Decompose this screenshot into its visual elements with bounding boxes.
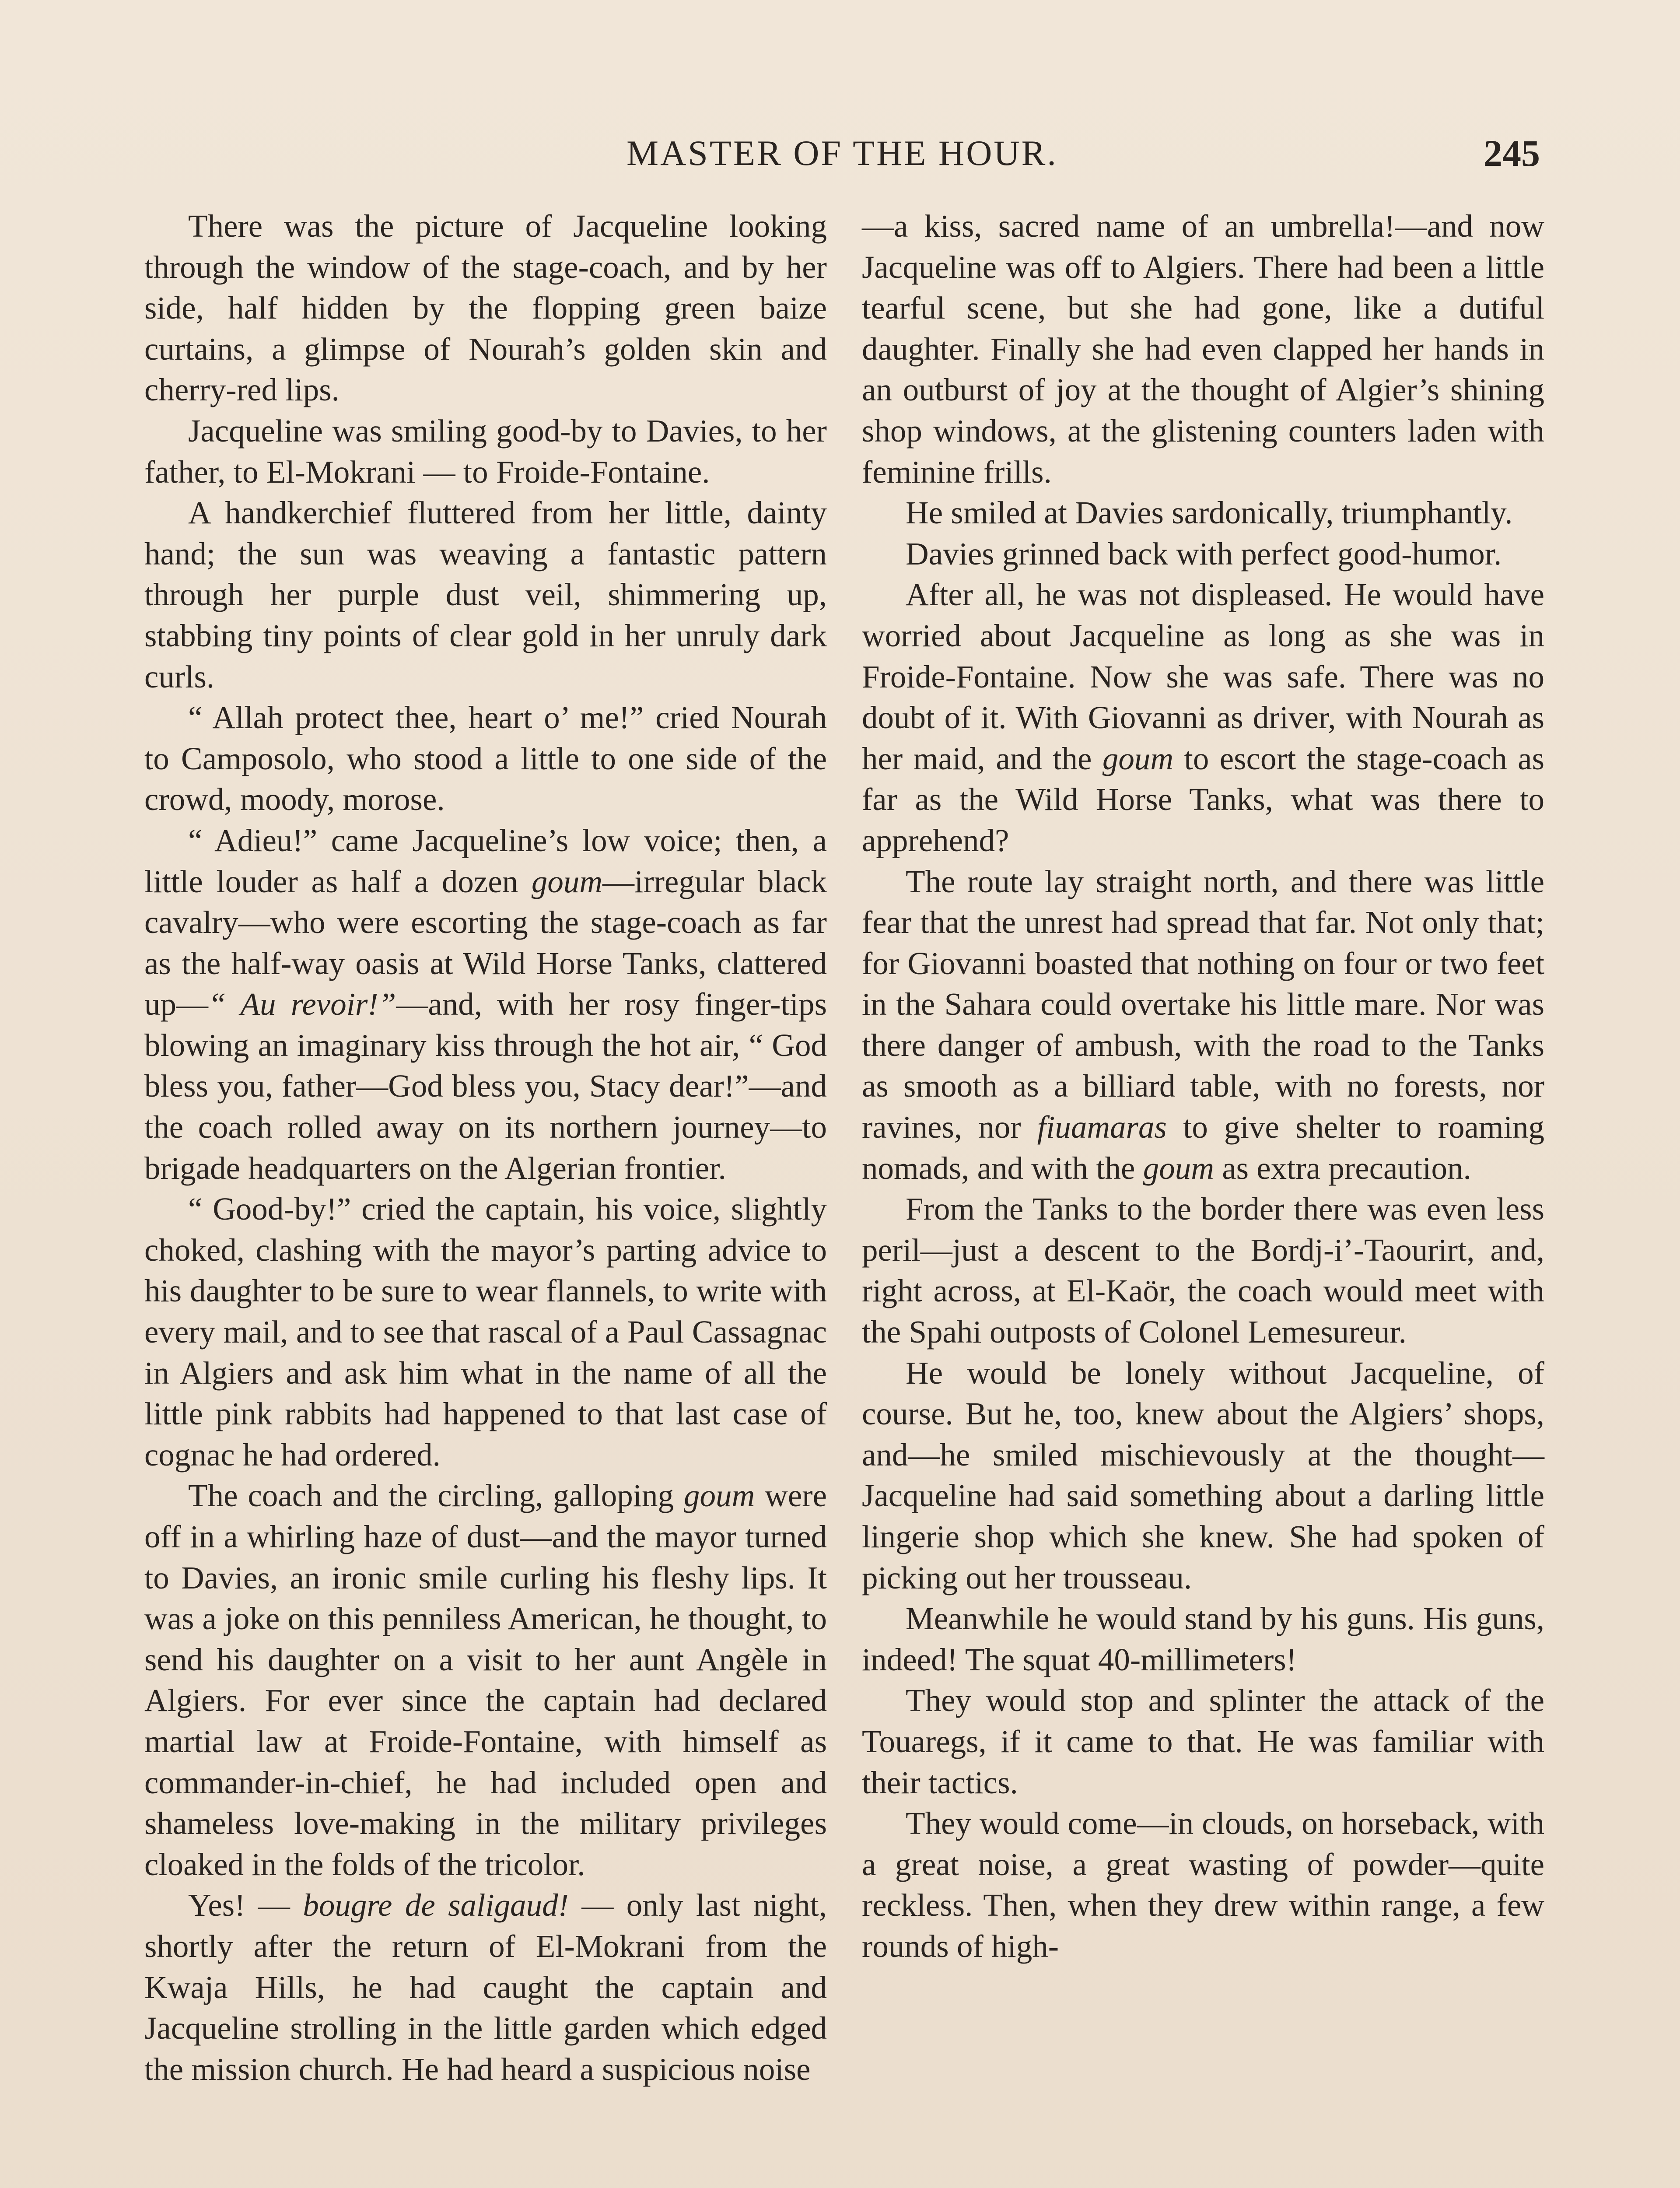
text-run: as extra precaution. xyxy=(1214,1150,1471,1186)
paragraph xyxy=(862,1353,1544,1599)
page-header xyxy=(144,129,1540,177)
italic-text: “ Au revoir!” xyxy=(208,986,396,1022)
italic-text: goum xyxy=(531,863,603,899)
text-run: “ Good-by!” cried the captain, his voice, slightly choked, clashing with the mayor’s parting advice to his daughter to be sure to wear flannels, to write with every mail, and to see that rascal of a Paul Cassagnac in Algiers and ask him what in the name of all the little pink rabbits had happened to that last case of cognac he had ordered. xyxy=(144,1191,827,1473)
left-column xyxy=(144,206,827,2090)
text-run: He smiled at Davies sardonically, triumphantly. xyxy=(906,495,1513,531)
text-run: — only last night, shortly after the return of El-Mokrani from the Kwaja Hills, he had caught the captain and Jacqueline strolling in the little garden which edged the mission church. He had heard a suspicious noise xyxy=(144,1887,827,2087)
running-head: MASTER OF THE HOUR. xyxy=(626,133,1058,173)
text-run: were off in a whirling haze of dust—and the mayor turned to Davies, an ironic smile curling his fleshy lips. It was a joke on this penniless American, he thought, to send his daughter on a visit to her aunt Angèle in Algiers. For ever since the captain had declared martial law at Froide-Fontaine, with himself as commander-in-chief, he had included open and shameless love-making in the military privileges cloaked in the folds of the tricolor. xyxy=(144,1478,827,1882)
text-run: —a kiss, sacred name of an umbrella!—and now Jacqueline was off to Algiers. There had been a little tearful scene, but she had gone, like a dutiful daughter. Finally she had even clapped her hands in an outburst of joy at the thought of Algier’s shining shop windows, at the glistening counters laden with feminine frills. xyxy=(862,208,1544,490)
paragraph xyxy=(862,1598,1544,1680)
text-run: “ Allah protect thee, heart o’ me!” cried Nourah to Camposolo, who stood a little to one side of the crowd, moody, morose. xyxy=(144,700,827,817)
text-run: There was the picture of Jacqueline looking through the window of the stage-coach, and by her side, half hidden by the flopping green baize curtains, a glimpse of Nourah’s golden skin and cherry-red lips. xyxy=(144,208,827,408)
italic-text: goum xyxy=(1143,1150,1214,1186)
text-run: The route lay straight north, and there was little fear that the unrest had spread that far. Not only that; for Giovanni boasted that nothing on four or two feet in the Sahara could overtake his little mare. Nor was there danger of ambush, with the road to the Tanks as smooth as a billiard table, with no forests, nor ravines, nor xyxy=(862,863,1544,1145)
paragraph xyxy=(862,533,1544,575)
text-run: “ Adieu!” came Jacqueline’s low voice; then, a little louder as half a dozen xyxy=(144,822,827,899)
paragraph xyxy=(144,410,827,492)
paragraph xyxy=(144,697,827,820)
paragraph xyxy=(862,1803,1544,1967)
paragraph xyxy=(144,820,827,1189)
text-run: The coach and the circling, galloping xyxy=(188,1478,684,1514)
paragraph xyxy=(144,1885,827,2090)
paragraph xyxy=(144,1475,827,1885)
paragraph xyxy=(144,206,827,410)
italic-text: goum xyxy=(683,1478,755,1514)
text-run: Jacqueline was smiling good-by to Davies, to her father, to El-Mokrani — to Froide-Fontaine. xyxy=(144,413,827,490)
paragraph xyxy=(862,861,1544,1189)
paragraph xyxy=(144,492,827,697)
italic-text: goum xyxy=(1102,740,1174,776)
paragraph xyxy=(862,1189,1544,1352)
paragraph xyxy=(144,1189,827,1475)
text-run: to give shelter to roaming nomads, and with the xyxy=(862,1109,1544,1186)
text-run: They would come—in clouds, on horseback, with a great noise, a great wasting of powder—quite reckless. Then, when they drew within range, a few rounds of high- xyxy=(862,1806,1544,1964)
text-run: to escort the stage-coach as far as the Wild Horse Tanks, what was there to apprehend? xyxy=(862,740,1544,858)
text-run: —irregular black cavalry—who were escorting the stage-coach as far as the half-way oasis at Wild Horse Tanks, clattered up— xyxy=(144,863,827,1022)
text-run: Yes! — xyxy=(188,1887,303,1923)
text-run: After all, he was not displeased. He would have worried about Jacqueline as long as she was in Froide-Fontaine. Now she was safe. There was no doubt of it. With Giovanni as driver, with Nourah as her maid, and the xyxy=(862,577,1544,776)
paragraph xyxy=(862,1680,1544,1803)
text-run: A handkerchief fluttered from her little, dainty hand; the sun was weaving a fantastic pattern through her purple dust veil, shimmering up, stabbing tiny points of clear gold in her unruly dark curls. xyxy=(144,495,827,694)
paragraph xyxy=(862,492,1544,533)
text-run: Davies grinned back with perfect good-humor. xyxy=(906,536,1502,572)
paragraph xyxy=(862,206,1544,492)
paragraph xyxy=(862,574,1544,861)
text-run: —and, with her rosy finger-tips blowing an imaginary kiss through the hot air, “ God bless you, father—God bless you, Stacy dear!”—and the coach rolled away on its northern journey—to brigade headquarters on the Algerian frontier. xyxy=(144,986,827,1186)
text-run: They would stop and splinter the attack of the Touaregs, if it came to that. He was familiar with their tactics. xyxy=(862,1683,1544,1800)
text-run: Meanwhile he would stand by his guns. His guns, indeed! The squat 40-millimeters! xyxy=(862,1601,1544,1677)
right-column xyxy=(862,206,1544,1967)
italic-text: fiuamaras xyxy=(1037,1109,1167,1145)
italic-text: bougre de saligaud! xyxy=(303,1887,569,1923)
page-number: 245 xyxy=(1484,132,1540,174)
text-run: From the Tanks to the border there was even less peril—just a descent to the Bordj-i’-Taourirt, and, right across, at El-Kaör, the coach would meet with the Spahi outposts of Colonel Lemesureur. xyxy=(862,1191,1544,1350)
text-run: He would be lonely without Jacqueline, of course. But he, too, knew about the Algiers’ shops, and—he smiled mischievously at the thought—Jacqueline had said something about a darling little lingerie shop which she knew. She had spoken of picking out her trousseau. xyxy=(862,1355,1544,1595)
